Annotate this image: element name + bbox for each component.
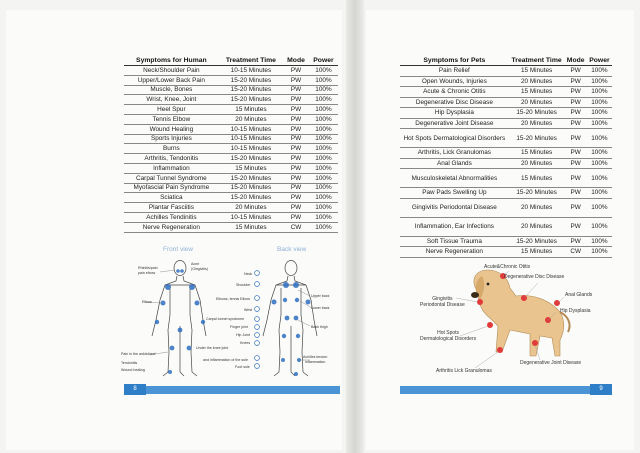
pet-cell: Soft Tissue Trauma	[400, 236, 509, 247]
lbl-rhinitis: Rhinitis/pain	[138, 266, 158, 270]
dog-lbl-disc: Degenerative Disc Disease	[504, 274, 565, 280]
front-view-label: Front view	[163, 246, 193, 253]
pet-cell: 20 Minutes	[509, 76, 565, 87]
lbl-lower-back: Lower back	[311, 306, 330, 310]
dog-lbl-gingivitis: Gingivitis Periodontal Disease	[420, 296, 465, 308]
pet-header-2: Mode	[564, 56, 586, 66]
pet-cell: 100%	[587, 198, 612, 217]
human-cell: 10-15 Minutes	[219, 144, 283, 154]
pet-cell: Hip Dysplasia	[400, 108, 509, 119]
human-cell: 15-20 Minutes	[219, 85, 283, 95]
pet-cell: PW	[564, 217, 586, 236]
pet-cell: 15-20 Minutes	[509, 236, 565, 247]
pet-cell: 100%	[587, 148, 612, 159]
human-cell: 100%	[309, 222, 338, 232]
human-cell: 15-20 Minutes	[219, 193, 283, 203]
human-header-0: Symptoms for Human	[124, 56, 219, 66]
pet-cell: PW	[564, 188, 586, 199]
pet-cell: 15 Minutes	[509, 87, 565, 98]
pet-cell: 100%	[587, 118, 612, 129]
pet-cell: 15-20 Minutes	[509, 129, 565, 148]
pet-cell: Degenerative Joint Disease	[400, 118, 509, 129]
human-cell: PW	[283, 124, 309, 134]
human-cell: 100%	[309, 66, 338, 76]
pet-cell: Open Wounds, Injuries	[400, 76, 509, 87]
human-cell: PW	[283, 203, 309, 213]
human-cell: Tennis Elbow	[124, 114, 219, 124]
lbl-gingivitis: (Gingivitis)	[191, 267, 208, 271]
human-cell: 100%	[309, 193, 338, 203]
lbl-plantar: and inflammation of the sole	[203, 358, 248, 362]
human-cell: 15 Minutes	[219, 222, 283, 232]
pet-cell: 20 Minutes	[509, 158, 565, 169]
lbl-shoulder: Shoulder	[236, 283, 251, 287]
human-cell: 100%	[309, 144, 338, 154]
lbl-elbow: Elbow	[142, 300, 152, 304]
pet-header-0: Symptoms for Pets	[400, 56, 509, 66]
lbl-elbows-tennis: Elbows, tennis Elbow	[216, 297, 250, 301]
lbl-inflammation: inflammation	[305, 360, 326, 364]
human-cell: Wrist, Knee, Joint	[124, 95, 219, 105]
human-cell: Inflammation	[124, 163, 219, 173]
human-cell: Neck/Shoulder Pain	[124, 66, 219, 76]
human-cell: 20 Minutes	[219, 114, 283, 124]
dog-lbl-joint: Degenerative Joint Disease	[520, 360, 582, 366]
pet-cell: Anal Glands	[400, 158, 509, 169]
human-cell: PW	[283, 95, 309, 105]
back-view-label: Back view	[277, 246, 307, 253]
human-cell: 100%	[309, 203, 338, 213]
pet-cell: PW	[564, 129, 586, 148]
pet-header-1: Treatment Time	[509, 56, 565, 66]
human-cell: 100%	[309, 154, 338, 164]
pet-cell: 15 Minutes	[509, 169, 565, 188]
pet-cell: PW	[564, 118, 586, 129]
human-cell: Muscle, Bones	[124, 85, 219, 95]
human-cell: 10-15 Minutes	[219, 134, 283, 144]
pet-cell: 100%	[587, 188, 612, 199]
pet-cell: Inflammation, Ear Infections	[400, 217, 509, 236]
pet-cell: 100%	[587, 169, 612, 188]
lbl-wound: Wound healing	[121, 368, 145, 372]
pet-cell: 20 Minutes	[509, 118, 565, 129]
pet-cell: Paw Pads Swelling Up	[400, 188, 509, 199]
pet-cell: Gingivitis Periodontal Disease	[400, 198, 509, 217]
pet-cell: PW	[564, 87, 586, 98]
human-cell: Wound Healing	[124, 124, 219, 134]
pet-cell: 100%	[587, 66, 612, 77]
human-cell: PW	[283, 114, 309, 124]
human-cell: PW	[283, 75, 309, 85]
human-cell: 100%	[309, 114, 338, 124]
human-cell: PW	[283, 85, 309, 95]
human-cell: PW	[283, 134, 309, 144]
human-cell: Carpal Tunnel Syndrome	[124, 173, 219, 183]
human-cell: PW	[283, 105, 309, 115]
pet-cell: 20 Minutes	[509, 97, 565, 108]
pet-cell: CW	[564, 247, 586, 258]
lbl-acne: Acne	[191, 262, 200, 266]
pet-cell: Musculoskeletal Abnormalities	[400, 169, 509, 188]
lbl-tendonitis: Tendonitis	[121, 361, 138, 365]
dog-lbl-otitis: Acute&Chronic Otitis	[484, 264, 531, 270]
human-cell: Nerve Regeneration	[124, 222, 219, 232]
human-cell: PW	[283, 154, 309, 164]
pet-cell: 100%	[587, 87, 612, 98]
right-page-number: 9	[590, 384, 612, 395]
pet-cell: 15-20 Minutes	[509, 188, 565, 199]
pet-cell: Degenerative Disc Disease	[400, 97, 509, 108]
pet-cell: Arthritis, Lick Granulomas	[400, 148, 509, 159]
pet-cell: 20 Minutes	[509, 198, 565, 217]
human-cell: PW	[283, 193, 309, 203]
lbl-pain-heel: Pain in the ankle/heel	[121, 352, 156, 356]
pet-cell: 100%	[587, 158, 612, 169]
human-cell: 15-20 Minutes	[219, 154, 283, 164]
pet-cell: 100%	[587, 236, 612, 247]
lbl-hip: Hip Joint	[236, 333, 250, 337]
pet-cell: PW	[564, 198, 586, 217]
human-cell: Plantar Fasciitis	[124, 203, 219, 213]
dog-lbl-hotspots: Hot Spots Dermatological Disorders	[420, 330, 477, 342]
human-cell: PW	[283, 212, 309, 222]
human-cell: Achilles Tendinitis	[124, 212, 219, 222]
right-footer-bar	[400, 386, 612, 394]
human-header-2: Mode	[283, 56, 309, 66]
human-cell: 100%	[309, 124, 338, 134]
pet-header-3: Power	[587, 56, 612, 66]
pet-cell: 100%	[587, 76, 612, 87]
human-cell: 100%	[309, 95, 338, 105]
human-cell: PW	[283, 144, 309, 154]
pet-cell: 15 Minutes	[509, 66, 565, 77]
human-cell: PW	[283, 66, 309, 76]
human-cell: 10-15 Minutes	[219, 212, 283, 222]
human-cell: PW	[283, 173, 309, 183]
human-cell: Heel Spur	[124, 105, 219, 115]
pet-cell: PW	[564, 158, 586, 169]
pet-cell: PW	[564, 236, 586, 247]
dog-lbl-lick: Arthritis Lick Granulomas	[436, 368, 492, 374]
human-cell: PW	[283, 183, 309, 193]
human-cell: 10-15 Minutes	[219, 66, 283, 76]
human-cell: 20 Minutes	[219, 203, 283, 213]
pet-cell: Pain Relief	[400, 66, 509, 77]
pet-cell: PW	[564, 108, 586, 119]
pet-cell: 20 Minutes	[509, 217, 565, 236]
human-cell: 100%	[309, 105, 338, 115]
human-cell: 15-20 Minutes	[219, 75, 283, 85]
lbl-knees: Knees	[240, 341, 251, 345]
human-cell: PW	[283, 163, 309, 173]
human-cell: 100%	[309, 173, 338, 183]
pet-cell: 100%	[587, 247, 612, 258]
human-cell: 10-15 Minutes	[219, 124, 283, 134]
human-cell: 15 Minutes	[219, 105, 283, 115]
lbl-achilles: Achilles tendon	[303, 355, 328, 359]
pet-cell: PW	[564, 97, 586, 108]
pet-cell: PW	[564, 66, 586, 77]
lbl-upper-back: Upper back	[311, 294, 330, 298]
pet-cell: PW	[564, 169, 586, 188]
pet-cell: 100%	[587, 129, 612, 148]
pet-cell: 100%	[587, 108, 612, 119]
pet-cell: 15 Minutes	[509, 247, 565, 258]
pet-cell: 100%	[587, 217, 612, 236]
pet-cell: 15-20 Minutes	[509, 108, 565, 119]
human-cell: 100%	[309, 163, 338, 173]
lbl-finger: Finger joint	[230, 325, 248, 329]
human-cell: 15-20 Minutes	[219, 173, 283, 183]
lbl-pain-elbow: pain elbow	[138, 271, 156, 275]
pet-cell: 15 Minutes	[509, 148, 565, 159]
human-cell: 100%	[309, 134, 338, 144]
human-cell: 100%	[309, 85, 338, 95]
lbl-back-thigh: Back thigh	[311, 325, 328, 329]
human-cell: 15-20 Minutes	[219, 95, 283, 105]
human-cell: Upper/Lower Back Pain	[124, 75, 219, 85]
lbl-carpal: Carpal tunnel syndrome	[206, 317, 245, 321]
pet-cell: Nerve Regeneration	[400, 247, 509, 258]
human-cell: Sports Injuries	[124, 134, 219, 144]
lbl-foot: Foot sole	[235, 365, 250, 369]
lbl-wrist: Wrist	[244, 308, 253, 312]
dog-lbl-anal: Anal Glands	[565, 292, 593, 298]
pet-cell: PW	[564, 76, 586, 87]
human-cell: 100%	[309, 212, 338, 222]
pet-cell: Hot Spots Dermatological Disorders	[400, 129, 509, 148]
left-page-number: 8	[124, 384, 146, 395]
dog-lbl-hip: Hip Dysplasia	[560, 308, 591, 314]
human-cell: Myofascial Pain Syndrome	[124, 183, 219, 193]
human-cell: Burns	[124, 144, 219, 154]
human-cell: Arthritis, Tendonitis	[124, 154, 219, 164]
human-cell: 100%	[309, 75, 338, 85]
human-header-1: Treatment Time	[219, 56, 283, 66]
human-cell: 15 Minutes	[219, 163, 283, 173]
pet-cell: PW	[564, 148, 586, 159]
human-header-3: Power	[309, 56, 338, 66]
human-cell: 100%	[309, 183, 338, 193]
human-cell: Sciatica	[124, 193, 219, 203]
pet-cell: Acute & Chronic Otitis	[400, 87, 509, 98]
lbl-neck: Neck	[244, 272, 253, 276]
pet-cell: 100%	[587, 97, 612, 108]
human-cell: CW	[283, 222, 309, 232]
human-cell: 15-20 Minutes	[219, 183, 283, 193]
lbl-under-knee: Under the knee joint	[196, 346, 229, 350]
